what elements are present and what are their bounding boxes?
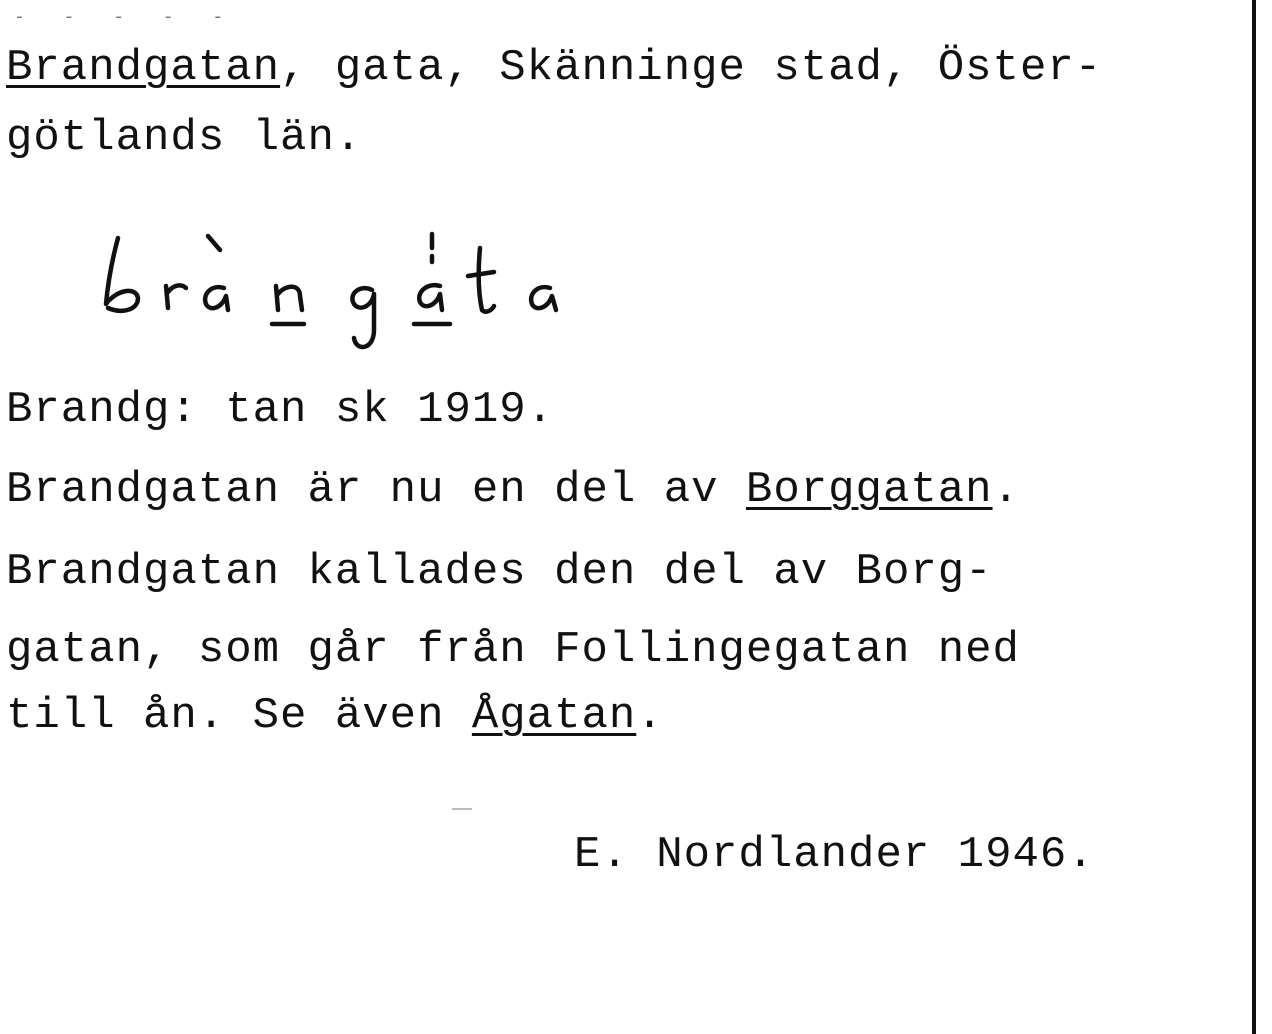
heading-line bbox=[6, 43, 1103, 93]
body-line-2 bbox=[6, 465, 1020, 515]
body-line-2-end: . bbox=[992, 465, 1020, 515]
headword: Brandgatan bbox=[6, 43, 281, 93]
body-line-3: Brandgatan kallades den del av Borg- bbox=[6, 547, 993, 597]
heading-rest: , gata, Skänninge stad, Öster- bbox=[280, 43, 1103, 93]
heading-line-continued: götlands län. bbox=[6, 113, 363, 163]
handwritten-phonetic-transcription bbox=[90, 220, 600, 360]
reference-borggatan: Borggatan bbox=[745, 465, 993, 515]
body-line-1: Brandg: tan sk 1919. bbox=[6, 385, 555, 435]
body-line-5-text: till ån. Se även bbox=[6, 691, 472, 741]
body-line-5-end: . bbox=[636, 691, 664, 741]
stray-mark bbox=[452, 808, 472, 810]
card-right-border bbox=[1252, 0, 1256, 1034]
body-line-2-text: Brandgatan är nu en del av bbox=[6, 465, 746, 515]
body-line-5 bbox=[6, 691, 664, 741]
body-line-4: gatan, som går från Follingegatan ned bbox=[6, 625, 1020, 675]
top-dash-marks: - - - - - bbox=[14, 8, 238, 28]
reference-agatan: Ågatan bbox=[471, 691, 637, 741]
author-signature: E. Nordlander 1946. bbox=[574, 830, 1095, 880]
